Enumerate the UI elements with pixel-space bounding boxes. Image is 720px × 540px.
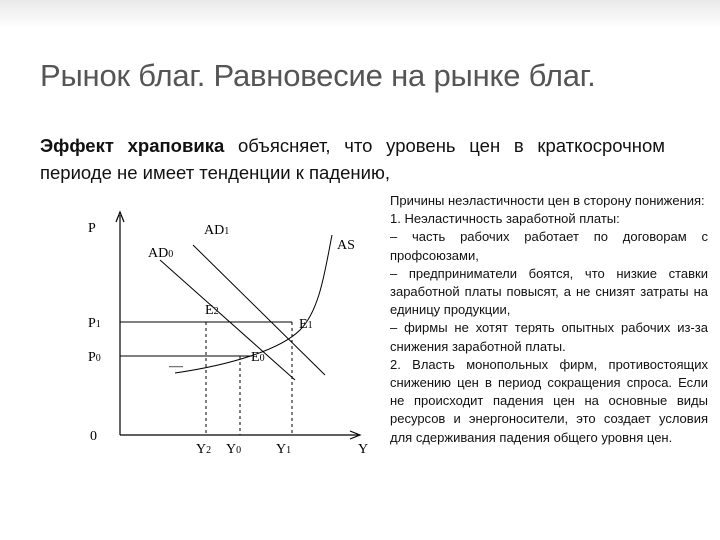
y2-tick: Y2	[196, 442, 212, 457]
reason-1-title: 1. Неэластичность заработной платы:	[390, 211, 620, 227]
reason-1c: – фирмы не хотят терять опытных рабочих из-за снижения заработной платы.	[390, 320, 708, 354]
e2-label: E2	[205, 303, 219, 318]
reason-1b: – предприниматели боятся, что низкие ставки заработной платы повысят, а не снизят затраты на единицу продукции,	[390, 265, 708, 318]
ad0-label: AD0	[148, 246, 174, 261]
as-label: AS	[337, 238, 355, 253]
e0-label: E0	[251, 350, 265, 365]
intro-term: Эффект храповика	[40, 135, 225, 156]
slide-top-shade	[0, 0, 720, 28]
p1-tick: P1	[88, 316, 101, 331]
intro-text: объясняет, что уровень цен в краткосрочном периоде не имеет тенденции к падению,	[40, 135, 666, 183]
ad1-label: AD1	[204, 223, 230, 238]
reasons-text	[390, 192, 708, 447]
y1-tick: Y1	[276, 442, 292, 457]
origin-label: 0	[90, 429, 97, 444]
y0-tick: Y0	[226, 442, 242, 457]
x-axis-label: Y	[358, 442, 369, 457]
y-axis-label: P	[88, 221, 96, 236]
reason-1a: – часть рабочих работает по договорам с профсоюзами,	[390, 229, 708, 263]
dash-mark: —	[169, 359, 183, 374]
intro-paragraph	[40, 132, 665, 186]
ad-as-graph	[80, 210, 380, 470]
reasons-heading: Причины неэластичности цен в сторону понижения:	[390, 193, 705, 208]
reason-2: 2. Власть монопольных фирм, противостоящих снижению цен в период сокращения спроса. Если не происходит падения цен на основные виды ресурсов и энергоносители, это создает условия для сдерживания падения общего уровня цен.	[390, 356, 708, 445]
slide-title: Рынок благ. Равновесие на рынке благ.	[40, 58, 596, 93]
p0-tick: P0	[88, 350, 101, 365]
e1-label: E1	[299, 317, 313, 332]
